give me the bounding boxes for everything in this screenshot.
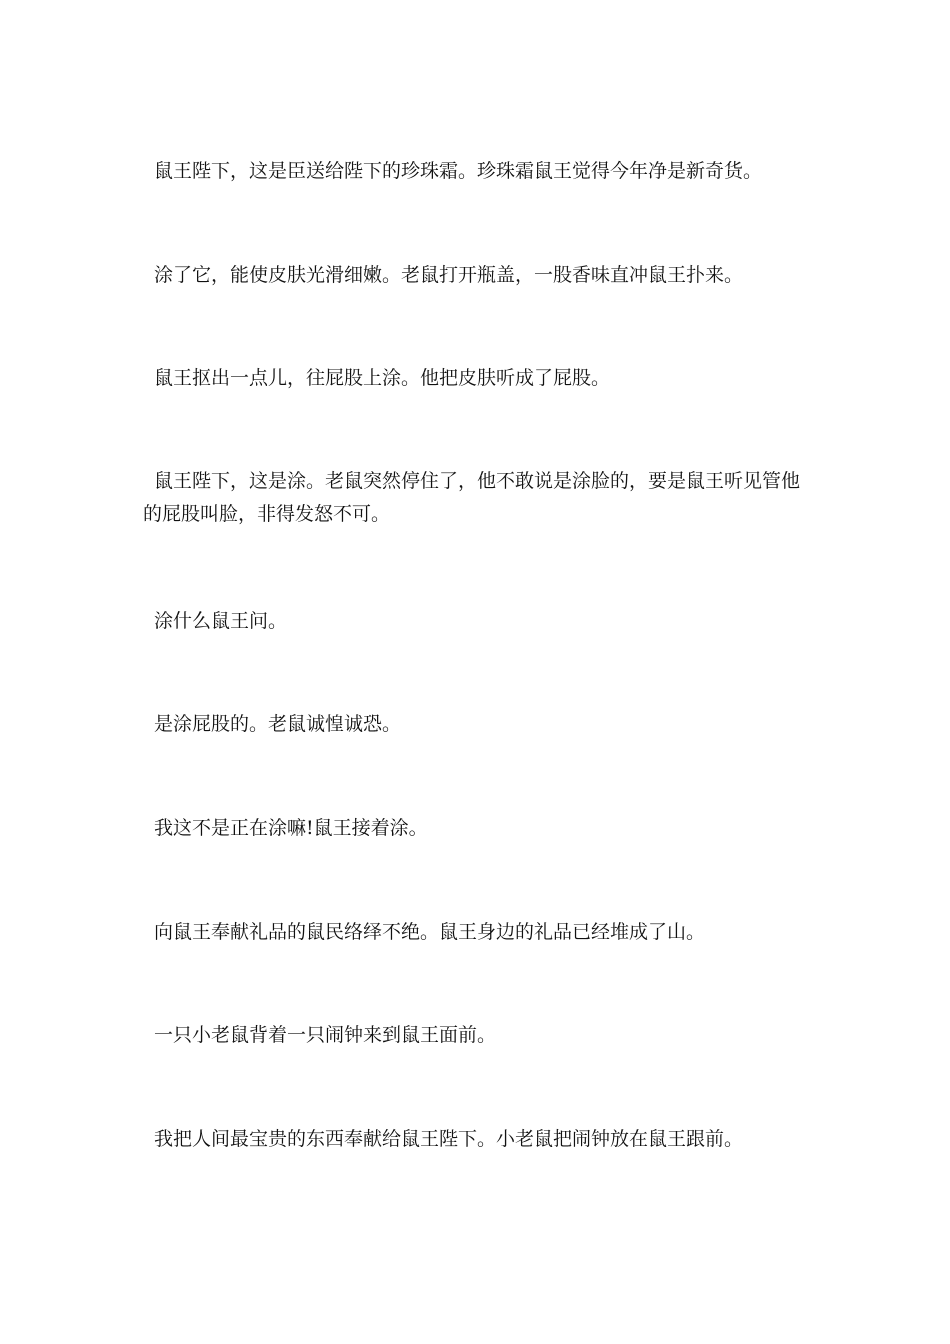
- paragraph-6: 是涂屁股的。老鼠诚惶诚恐。: [154, 713, 402, 735]
- paragraph-4: 鼠王陛下，这是涂。老鼠突然停住了，他不敢说是涂脸的，要是鼠王听见管他的屁股叫脸，非得发怒不可。: [143, 470, 801, 525]
- paragraph-3: 鼠王抠出一点儿，往屁股上涂。他把皮肤听成了屁股。: [154, 367, 611, 389]
- paragraph-7: 我这不是正在涂嘛!鼠王接着涂。: [154, 817, 428, 839]
- paragraph-5: 涂什么鼠王问。: [154, 610, 288, 632]
- paragraph-10: 我把人间最宝贵的东西奉献给鼠王陛下。小老鼠把闹钟放在鼠王跟前。: [154, 1128, 744, 1150]
- paragraph-8: 向鼠王奉献礼品的鼠民络绎不绝。鼠王身边的礼品已经堆成了山。: [154, 921, 706, 943]
- paragraph-1: 鼠王陛下，这是臣送给陛下的珍珠霜。珍珠霜鼠王觉得今年净是新奇货。: [154, 160, 763, 182]
- paragraph-2: 涂了它，能使皮肤光滑细嫩。老鼠打开瓶盖，一股香味直冲鼠王扑来。: [154, 264, 744, 286]
- paragraph-9: 一只小老鼠背着一只闹钟来到鼠王面前。: [154, 1024, 497, 1046]
